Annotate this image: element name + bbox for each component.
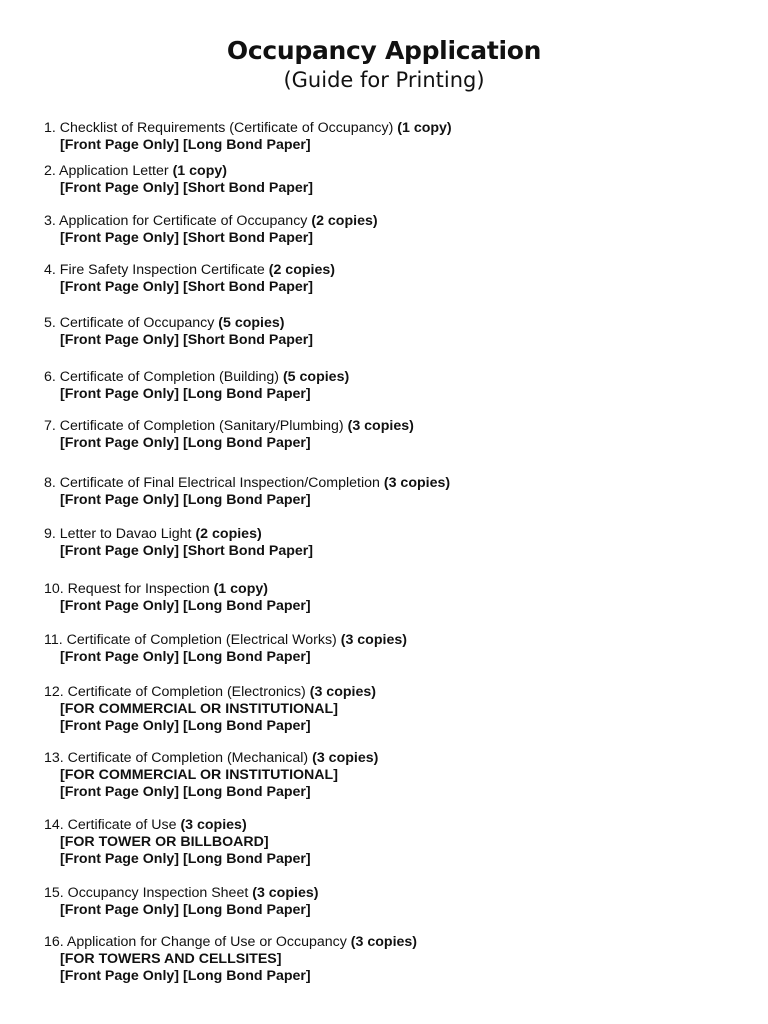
list-item [44, 475, 744, 509]
item-copies: (1 copy) [172, 163, 227, 179]
list-item [44, 526, 744, 560]
item-copies: (2 copies) [311, 213, 378, 229]
item-note: [FOR TOWERS AND CELLSITES] [60, 950, 282, 967]
item-note: [Front Page Only] [Long Bond Paper] [60, 385, 311, 402]
item-copies: (3 copies) [383, 475, 451, 491]
item-text: 3. Application for Certificate of Occupancy [44, 213, 308, 229]
item-copies: (5 copies) [218, 315, 285, 331]
list-item [44, 817, 744, 867]
item-text: 13. Certificate of Completion (Mechanical) [44, 750, 309, 766]
list-item [44, 885, 744, 919]
item-note: [Front Page Only] [Long Bond Paper] [60, 136, 311, 153]
item-note: [Front Page Only] [Short Bond Paper] [60, 542, 314, 559]
item-note: [Front Page Only] [Long Bond Paper] [60, 648, 311, 665]
item-note: [Front Page Only] [Long Bond Paper] [60, 717, 311, 734]
list-item [44, 120, 744, 154]
item-note: [Front Page Only] [Long Bond Paper] [60, 967, 311, 984]
item-copies: (2 copies) [268, 262, 335, 278]
item-copies: (1 copy) [213, 581, 268, 597]
item-note: [Front Page Only] [Long Bond Paper] [60, 901, 311, 918]
item-text: 7. Certificate of Completion (Sanitary/Plumbing) [44, 418, 344, 434]
item-text: 4. Fire Safety Inspection Certificate [44, 262, 265, 278]
item-note: [FOR TOWER OR BILLBOARD] [60, 833, 269, 850]
item-copies: (3 copies) [347, 418, 414, 434]
item-note: [FOR COMMERCIAL OR INSTITUTIONAL] [60, 766, 338, 783]
item-note: [FOR COMMERCIAL OR INSTITUTIONAL] [60, 700, 338, 717]
item-copies: (5 copies) [282, 369, 350, 385]
document-title: Occupancy Application [226, 36, 542, 65]
item-note: [Front Page Only] [Long Bond Paper] [60, 597, 311, 614]
item-text: 15. Occupancy Inspection Sheet [44, 885, 249, 901]
list-item [44, 315, 744, 349]
list-item [44, 934, 744, 984]
item-note: [Front Page Only] [Long Bond Paper] [60, 850, 311, 867]
list-item [44, 418, 744, 452]
item-note: [Front Page Only] [Long Bond Paper] [60, 783, 311, 800]
item-copies: (3 copies) [340, 632, 407, 648]
list-item [44, 262, 744, 296]
item-text: 11. Certificate of Completion (Electrical Works) [44, 632, 337, 648]
list-item [44, 581, 744, 615]
list-item [44, 632, 744, 666]
item-text: 12. Certificate of Completion (Electronics) [44, 684, 306, 700]
item-text: 8. Certificate of Final Electrical Inspection/Completion [44, 475, 380, 491]
item-note: [Front Page Only] [Short Bond Paper] [60, 331, 314, 348]
list-item [44, 684, 744, 734]
list-item [44, 750, 744, 800]
list-item [44, 213, 744, 247]
item-text: 9. Letter to Davao Light [44, 526, 192, 542]
item-copies: (2 copies) [195, 526, 262, 542]
item-text: 16. Application for Change of Use or Occupancy [44, 934, 347, 950]
item-copies: (3 copies) [252, 885, 319, 901]
list-item [44, 369, 744, 403]
item-text: 5. Certificate of Occupancy [44, 315, 215, 331]
item-note: [Front Page Only] [Long Bond Paper] [60, 434, 311, 451]
list-item [44, 163, 744, 197]
item-copies: (3 copies) [312, 750, 379, 766]
item-note: [Front Page Only] [Short Bond Paper] [60, 278, 314, 295]
item-text: 6. Certificate of Completion (Building) [44, 369, 279, 385]
document-subtitle: (Guide for Printing) [283, 68, 485, 92]
item-text: 14. Certificate of Use [44, 817, 177, 833]
item-copies: (3 copies) [180, 817, 247, 833]
item-copies: (3 copies) [350, 934, 418, 950]
item-copies: (1 copy) [397, 120, 452, 136]
item-text: 2. Application Letter [44, 163, 169, 179]
item-copies: (3 copies) [309, 684, 376, 700]
item-text: 10. Request for Inspection [44, 581, 210, 597]
item-note: [Front Page Only] [Long Bond Paper] [60, 491, 311, 508]
item-text: 1. Checklist of Requirements (Certificate of Occupancy) [44, 120, 394, 136]
item-note: [Front Page Only] [Short Bond Paper] [60, 179, 314, 196]
item-note: [Front Page Only] [Short Bond Paper] [60, 229, 314, 246]
